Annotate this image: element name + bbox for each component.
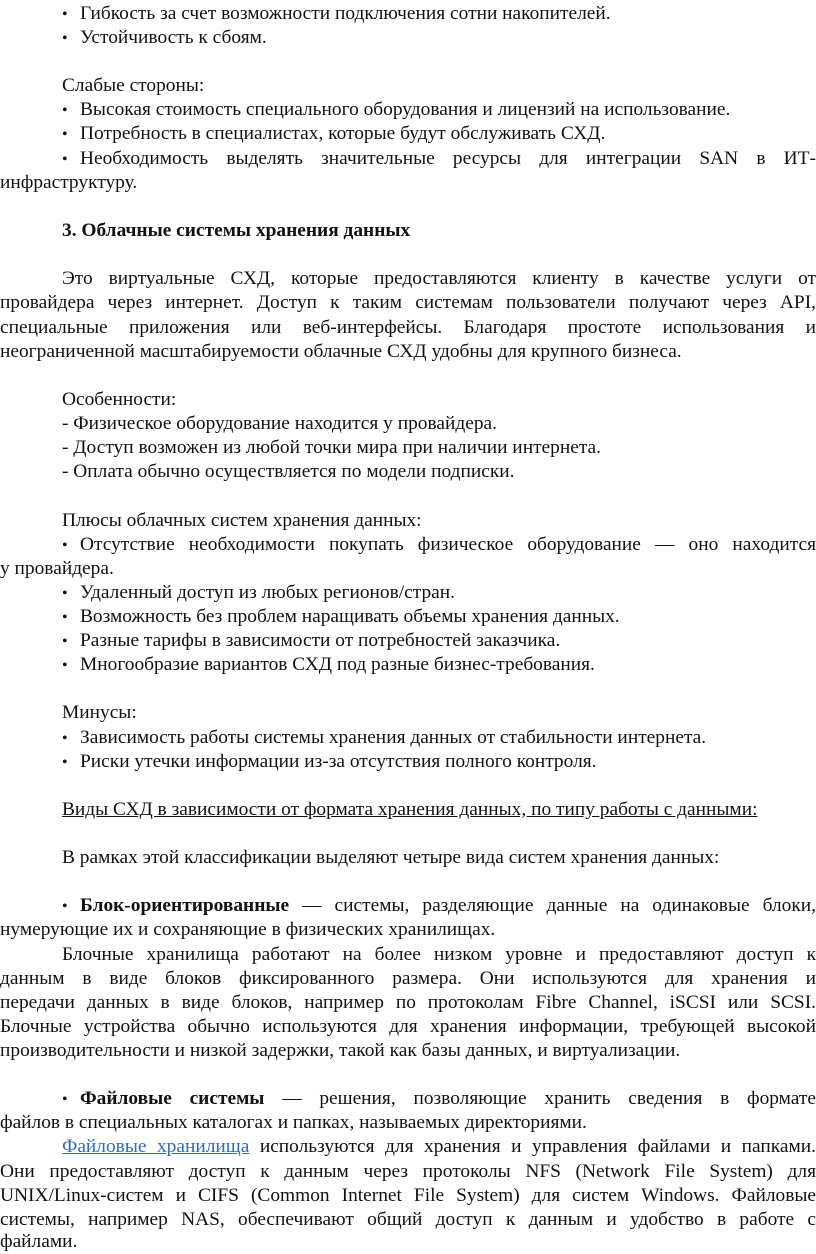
paragraph-line: системы, например NAS, обеспечивают общий доступ к данным и удобство в работе с	[0, 1209, 816, 1230]
weaknesses-title: Слабые стороны:	[62, 75, 205, 96]
list-item: • Высокая стоимость специального оборудования и лицензий на использование.	[0, 98, 816, 123]
list-item-block: • Блок-ориентированные — системы, разделяющие данные на одинаковые блоки,	[0, 894, 816, 919]
list-item: • Гибкость за счет возможности подключения сотни накопителей.	[0, 2, 816, 27]
list-item-continuation: нумерующие их и сохраняющие в физических хранилищах.	[0, 919, 496, 940]
list-item-continuation: у провайдера.	[0, 558, 114, 579]
list-item-continuation: инфраструктуру.	[0, 172, 138, 193]
list-item: - Доступ возможен из любой точки мира при наличии интернета.	[62, 437, 601, 458]
paragraph-line: Файловые хранилища используются для хранения и управления файлами и папками.	[62, 1136, 816, 1157]
cons-title: Минусы:	[62, 702, 137, 723]
paragraph-line: Они предоставляют доступ к данным через протоколы NFS (Network File System) для	[0, 1161, 816, 1182]
list-item: - Физическое оборудование находится у провайдера.	[62, 413, 497, 434]
pros-title: Плюсы облачных систем хранения данных:	[62, 510, 422, 531]
types-intro: В рамках этой классификации выделяют четыре вида систем хранения данных:	[62, 847, 720, 868]
paragraph-line: Это виртуальные СХД, которые предоставляются клиенту в качестве услуги от	[62, 268, 816, 289]
types-heading: Виды СХД в зависимости от формата хранения данных, по типу работы с данными:	[62, 799, 758, 820]
list-item: • Необходимость выделять значительные ресурсы для интеграции SAN в ИТ-	[0, 147, 816, 172]
paragraph-line: Блочные устройства обычно используются для хранения информации, требующей высокой	[0, 1016, 816, 1037]
paragraph-line: провайдера через интернет. Доступ к таким системам пользователи получают через API,	[0, 292, 816, 313]
list-item: • Потребность в специалистах, которые будут обслуживать СХД.	[0, 122, 816, 147]
list-item: • Отсутствие необходимости покупать физическое оборудование — оно находится	[0, 533, 816, 558]
list-item: • Разные тарифы в зависимости от потребностей заказчика.	[0, 629, 816, 654]
list-item: • Зависимость работы системы хранения данных от стабильности интернета.	[0, 726, 816, 751]
section-heading: 3. Облачные системы хранения данных	[62, 220, 411, 241]
paragraph-line: специальные приложения или веб-интерфейсы. Благодаря простоте использования и	[0, 317, 816, 338]
list-item: • Возможность без проблем наращивать объемы хранения данных.	[0, 605, 816, 630]
list-item: • Риски утечки информации из-за отсутствия полного контроля.	[0, 750, 816, 775]
paragraph-line: данным в виде блоков фиксированного размера. Они используются для хранения и	[0, 968, 816, 989]
list-item: • Устойчивость к сбоям.	[0, 26, 816, 51]
paragraph-line: передачи данных в виде блоков, например по протоколам Fibre Channel, iSCSI или SCSI.	[0, 992, 816, 1013]
paragraph-line: файлами.	[0, 1231, 78, 1252]
paragraph-line: неограниченной масштабируемости облачные СХД удобны для крупного бизнеса.	[0, 341, 682, 362]
list-item-continuation: файлов в специальных каталогах и папках, называемых директориями.	[0, 1112, 587, 1133]
paragraph-line: UNIX/Linux-систем и CIFS (Common Internet File System) для систем Windows. Файловые	[0, 1185, 816, 1206]
paragraph-line: производительности и низкой задержки, такой как базы данных, и виртуализации.	[0, 1040, 681, 1061]
list-item: • Удаленный доступ из любых регионов/стран.	[0, 581, 816, 606]
list-item-file: • Файловые системы — решения, позволяющие хранить сведения в формате	[0, 1087, 816, 1112]
paragraph-line: Блочные хранилища работают на более низком уровне и предоставляют доступ к	[62, 944, 816, 965]
list-item: - Оплата обычно осуществляется по модели подписки.	[62, 461, 515, 482]
features-title: Особенности:	[62, 389, 177, 410]
list-item: • Многообразие вариантов СХД под разные бизнес-требования.	[0, 653, 816, 678]
file-storage-link[interactable]: Файловые хранилища	[62, 1136, 250, 1157]
